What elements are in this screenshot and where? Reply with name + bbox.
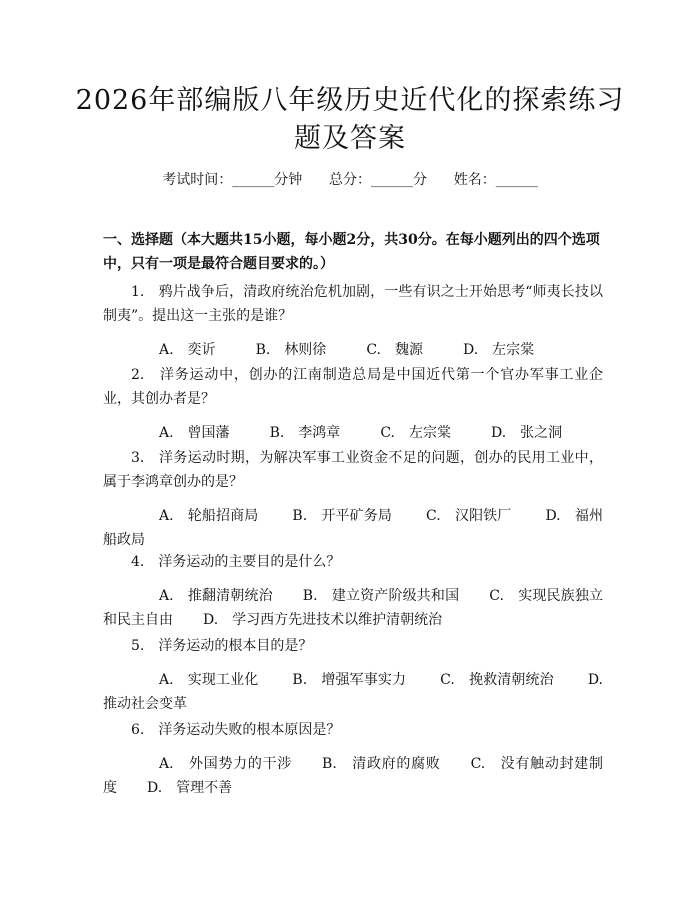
option-c: C. 没有触动封建制度 — [103, 756, 603, 796]
option-b: B. 李鸿章 — [269, 425, 341, 441]
option-b: B. 建立资产阶级共和国 — [302, 588, 460, 604]
option-c: C. 汉阳铁厂 — [426, 508, 512, 524]
option-d: D. 管理不善 — [147, 780, 233, 796]
option-row — [103, 668, 617, 716]
title-line-2: 题及答案 — [294, 123, 406, 154]
option-row — [103, 421, 603, 445]
question-4 — [103, 550, 603, 632]
option-b: B. 增强军事实力 — [292, 672, 407, 688]
option-c: C. 挽救清朝统治 — [440, 672, 554, 688]
option-a: A. 奕䜣 — [159, 342, 216, 358]
question-3 — [103, 446, 603, 552]
option-row — [103, 338, 603, 362]
option-a: A. 推翻清朝统治 — [159, 588, 273, 604]
question-1 — [103, 280, 603, 362]
document-title — [70, 82, 630, 158]
question-stem: 3. 洋务运动时期，为解决军事工业资金不足的问题，创办的民用工业中，属于李鸿章创办的是？ — [103, 450, 603, 490]
option-d: D. 张之洞 — [490, 425, 563, 441]
option-row — [103, 752, 603, 800]
option-b: B. 清政府的腐败 — [322, 756, 441, 772]
option-b: B. 林则徐 — [255, 342, 327, 358]
question-stem: 6. 洋务运动失败的根本原因是？ — [131, 722, 341, 738]
option-c: C. 魏源 — [366, 342, 423, 358]
question-2 — [103, 363, 603, 445]
option-a: A. 轮船招商局 — [159, 508, 259, 524]
exam-info-line: 考试时间：______分钟 总分：______分 姓名：______ — [162, 172, 538, 188]
option-a: A. 实现工业化 — [159, 672, 259, 688]
option-row — [103, 504, 603, 552]
option-a: A. 外国势力的干涉 — [159, 756, 293, 772]
question-stem: 4. 洋务运动的主要目的是什么？ — [131, 554, 341, 570]
option-c: C. 左宗棠 — [380, 425, 451, 441]
question-stem: 5. 洋务运动的根本目的是？ — [131, 638, 313, 654]
title-line-1: 2026年部编版八年级历史近代化的探索练习 — [75, 85, 625, 116]
option-d: D. 左宗棠 — [462, 342, 535, 358]
question-stem: 1. 鸦片战争后，清政府统治危机加剧，一些有识之士开始思考“师夷长技以制夷”。提出这一主张的是谁？ — [103, 284, 603, 324]
option-b: B. 开平矿务局 — [292, 508, 393, 524]
option-d: D. 福州船政局 — [103, 508, 603, 548]
option-d: D. 推动社会变革 — [103, 672, 617, 712]
question-5 — [103, 634, 617, 716]
option-d: D. 学习西方先进技术以维护清朝统治 — [203, 612, 443, 628]
option-row — [103, 584, 603, 632]
question-6 — [103, 718, 603, 800]
option-a: A. 曾国藩 — [159, 425, 230, 441]
option-c: C. 实现民族独立和民主自由 — [103, 588, 603, 628]
question-stem: 2. 洋务运动中，创办的江南制造总局是中国近代第一个官办军事工业企业，其创办者是？ — [103, 367, 603, 407]
section-heading: 一、选择题（本大题共15小题，每小题2分，共30分。在每小题列出的四个选项中，只有一项是最符合题目要求的。） — [103, 232, 600, 272]
